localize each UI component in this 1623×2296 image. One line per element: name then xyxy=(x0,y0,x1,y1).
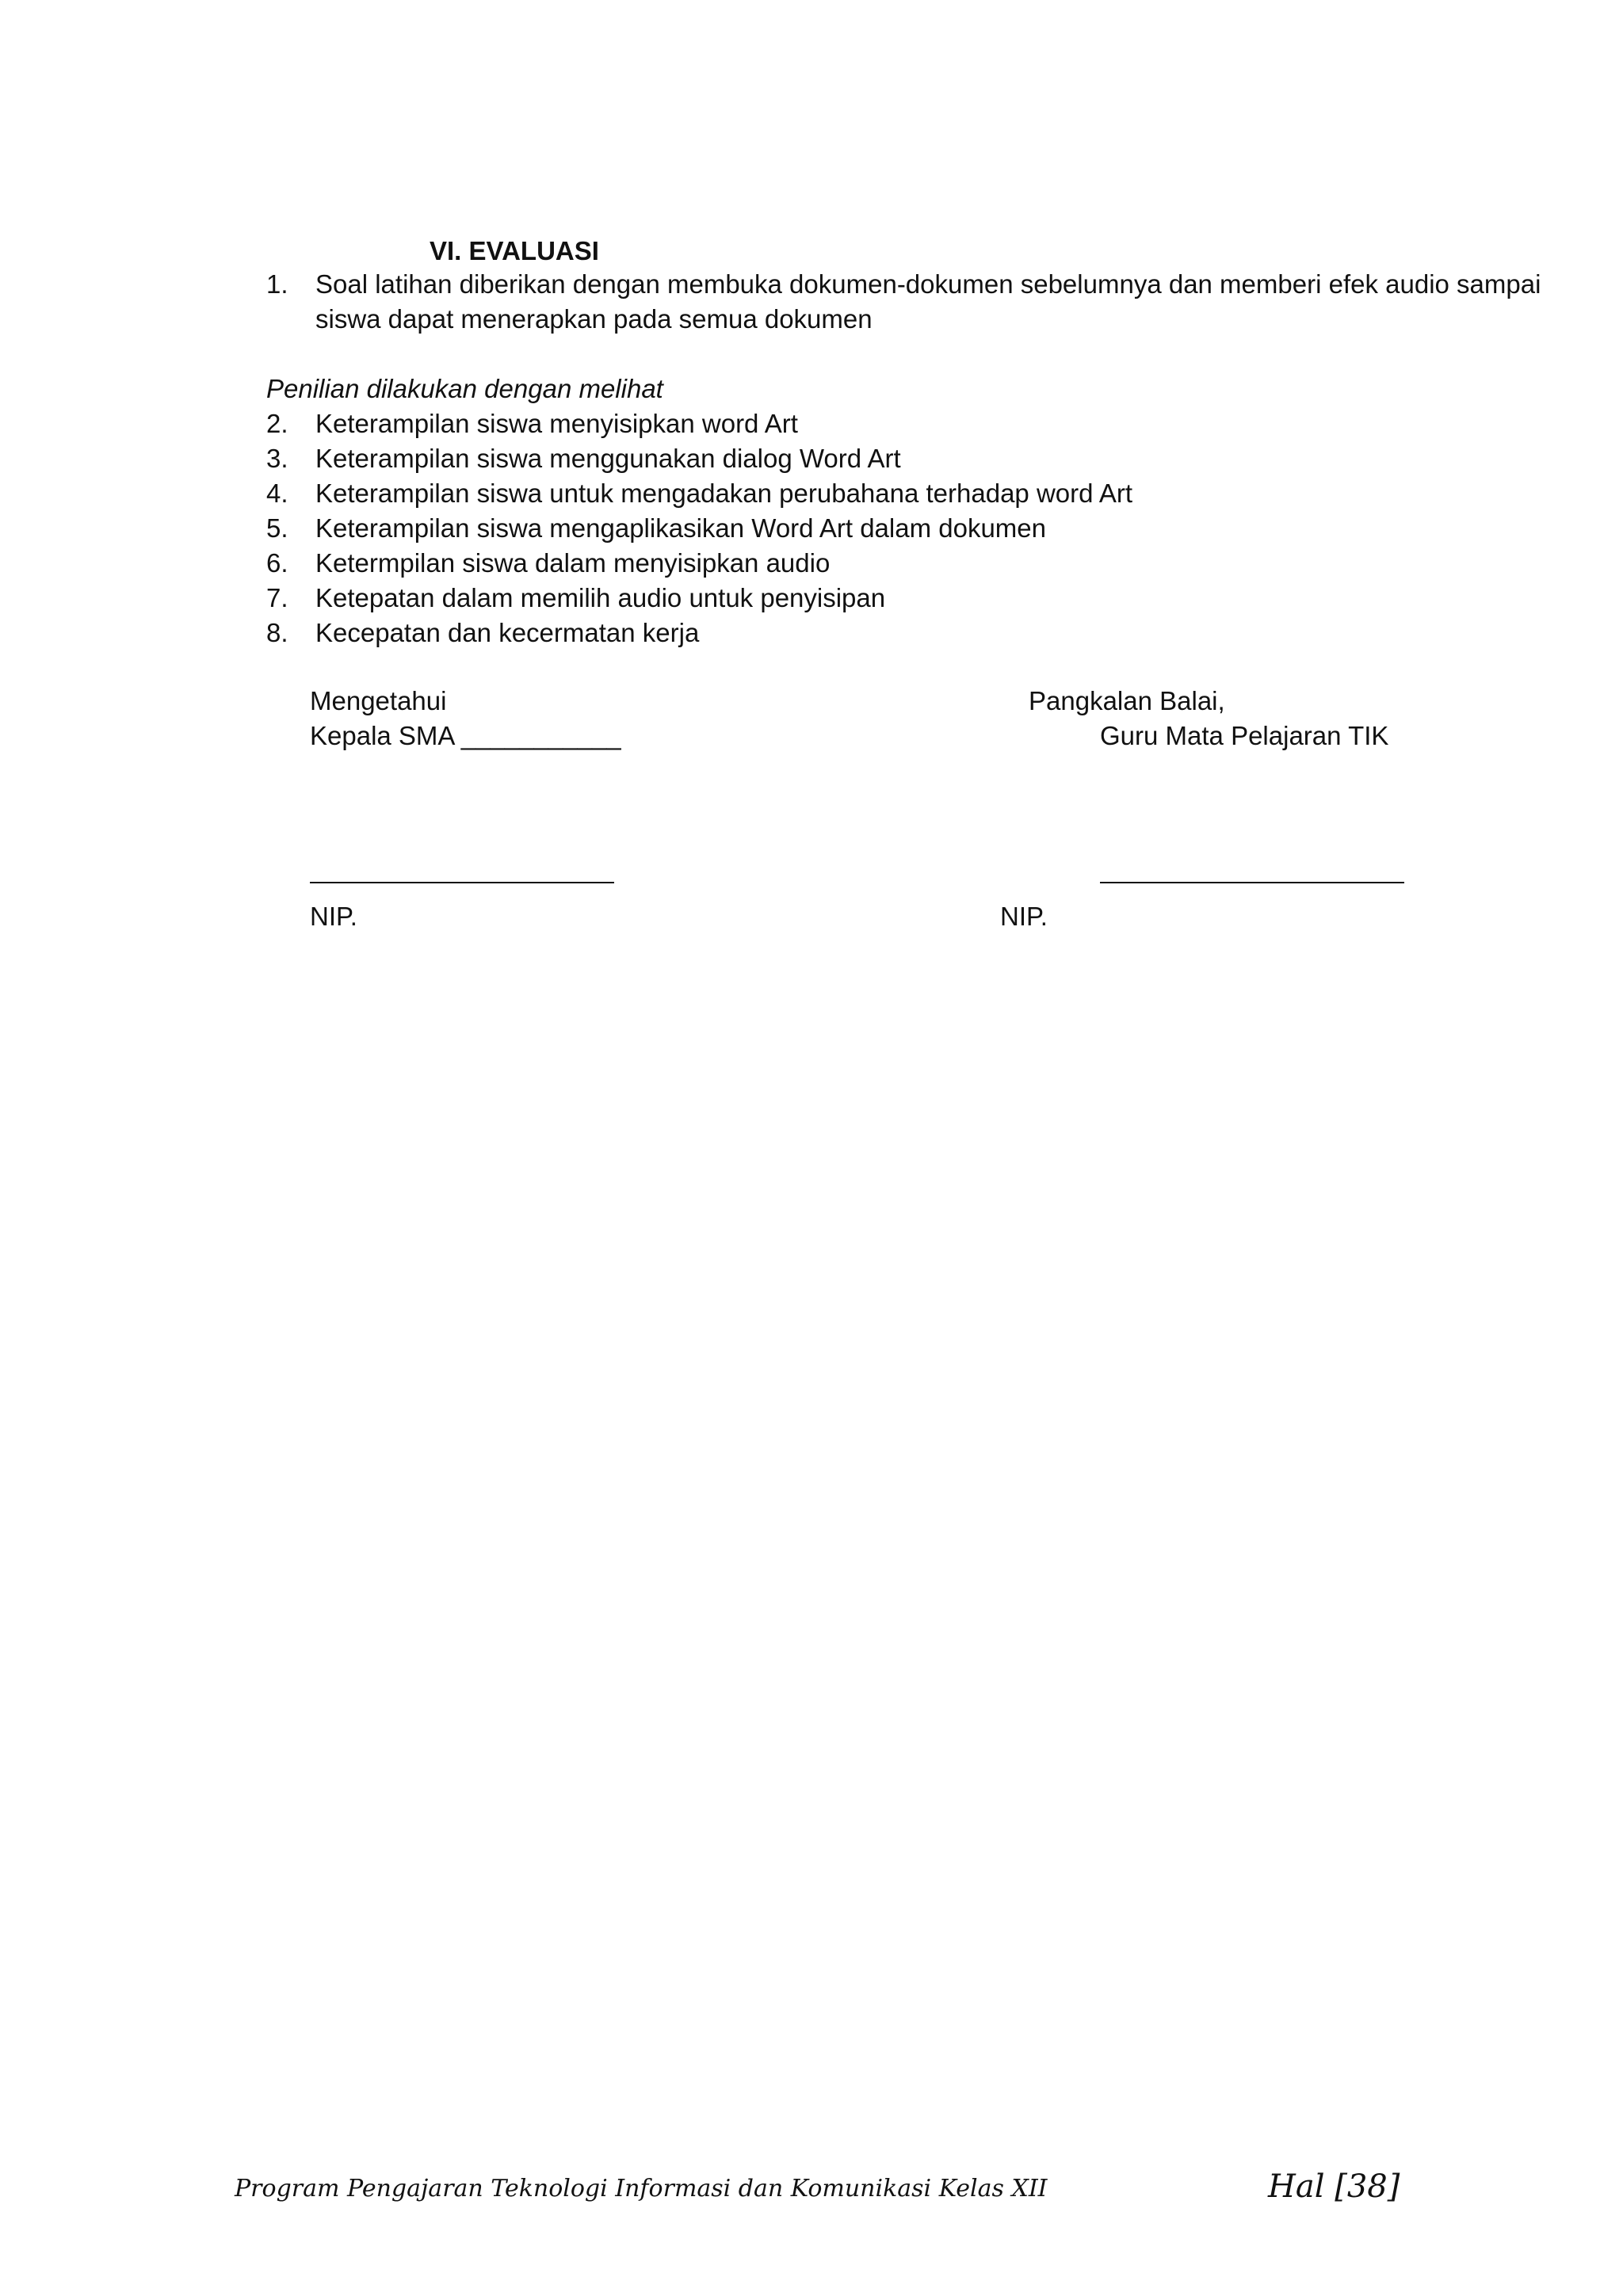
principal-title: Kepala SMA ___________ xyxy=(310,721,621,750)
list-item-number: 4. xyxy=(266,479,288,508)
place-label: Pangkalan Balai, xyxy=(1029,686,1225,715)
list-item-text: Keterampilan siswa menggunakan dialog Word Art xyxy=(315,444,901,473)
list-item-number: 8. xyxy=(266,618,288,647)
footer-program-title: Program Pengajaran Teknologi Informasi dan Komunikasi Kelas XII xyxy=(235,2175,1048,2203)
list-item-text: Keterampilan siswa mengaplikasikan Word Art dalam dokumen xyxy=(315,513,1047,543)
list-item-text: Kecepatan dan kecermatan kerja xyxy=(315,618,700,647)
right-nip-label: NIP. xyxy=(1000,902,1048,931)
section-heading: VI. EVALUASI xyxy=(430,236,599,265)
list-item-text: Ketermpilan siswa dalam menyisipkan audio xyxy=(315,548,831,578)
list-item-number: 7. xyxy=(266,583,288,612)
list-item-text: Ketepatan dalam memilih audio untuk penyisipan xyxy=(315,583,886,612)
footer-page-number: Hal [38] xyxy=(1268,2168,1400,2205)
list-item-number: 2. xyxy=(266,409,288,438)
right-signature-line xyxy=(1100,882,1404,883)
list-item-number: 5. xyxy=(266,513,288,543)
item-1-text-line1: Soal latihan diberikan dengan membuka dokumen-dokumen sebelumnya dan memberi efek audio sampai xyxy=(315,269,1541,299)
left-nip-label: NIP. xyxy=(310,902,357,931)
acknowledgement-label: Mengetahui xyxy=(310,686,447,715)
list-item-text: Keterampilan siswa menyisipkan word Art xyxy=(315,409,798,438)
item-1-number: 1. xyxy=(266,269,288,299)
list-item-text: Keterampilan siswa untuk mengadakan perubahana terhadap word Art xyxy=(315,479,1132,508)
list-item-number: 3. xyxy=(266,444,288,473)
left-signature-line xyxy=(310,882,614,883)
list-item-number: 6. xyxy=(266,548,288,578)
item-1-text-line2: siswa dapat menerapkan pada semua dokumen xyxy=(315,304,873,334)
teacher-title: Guru Mata Pelajaran TIK xyxy=(1100,721,1389,750)
assessment-intro: Penilian dilakukan dengan melihat xyxy=(266,374,663,403)
